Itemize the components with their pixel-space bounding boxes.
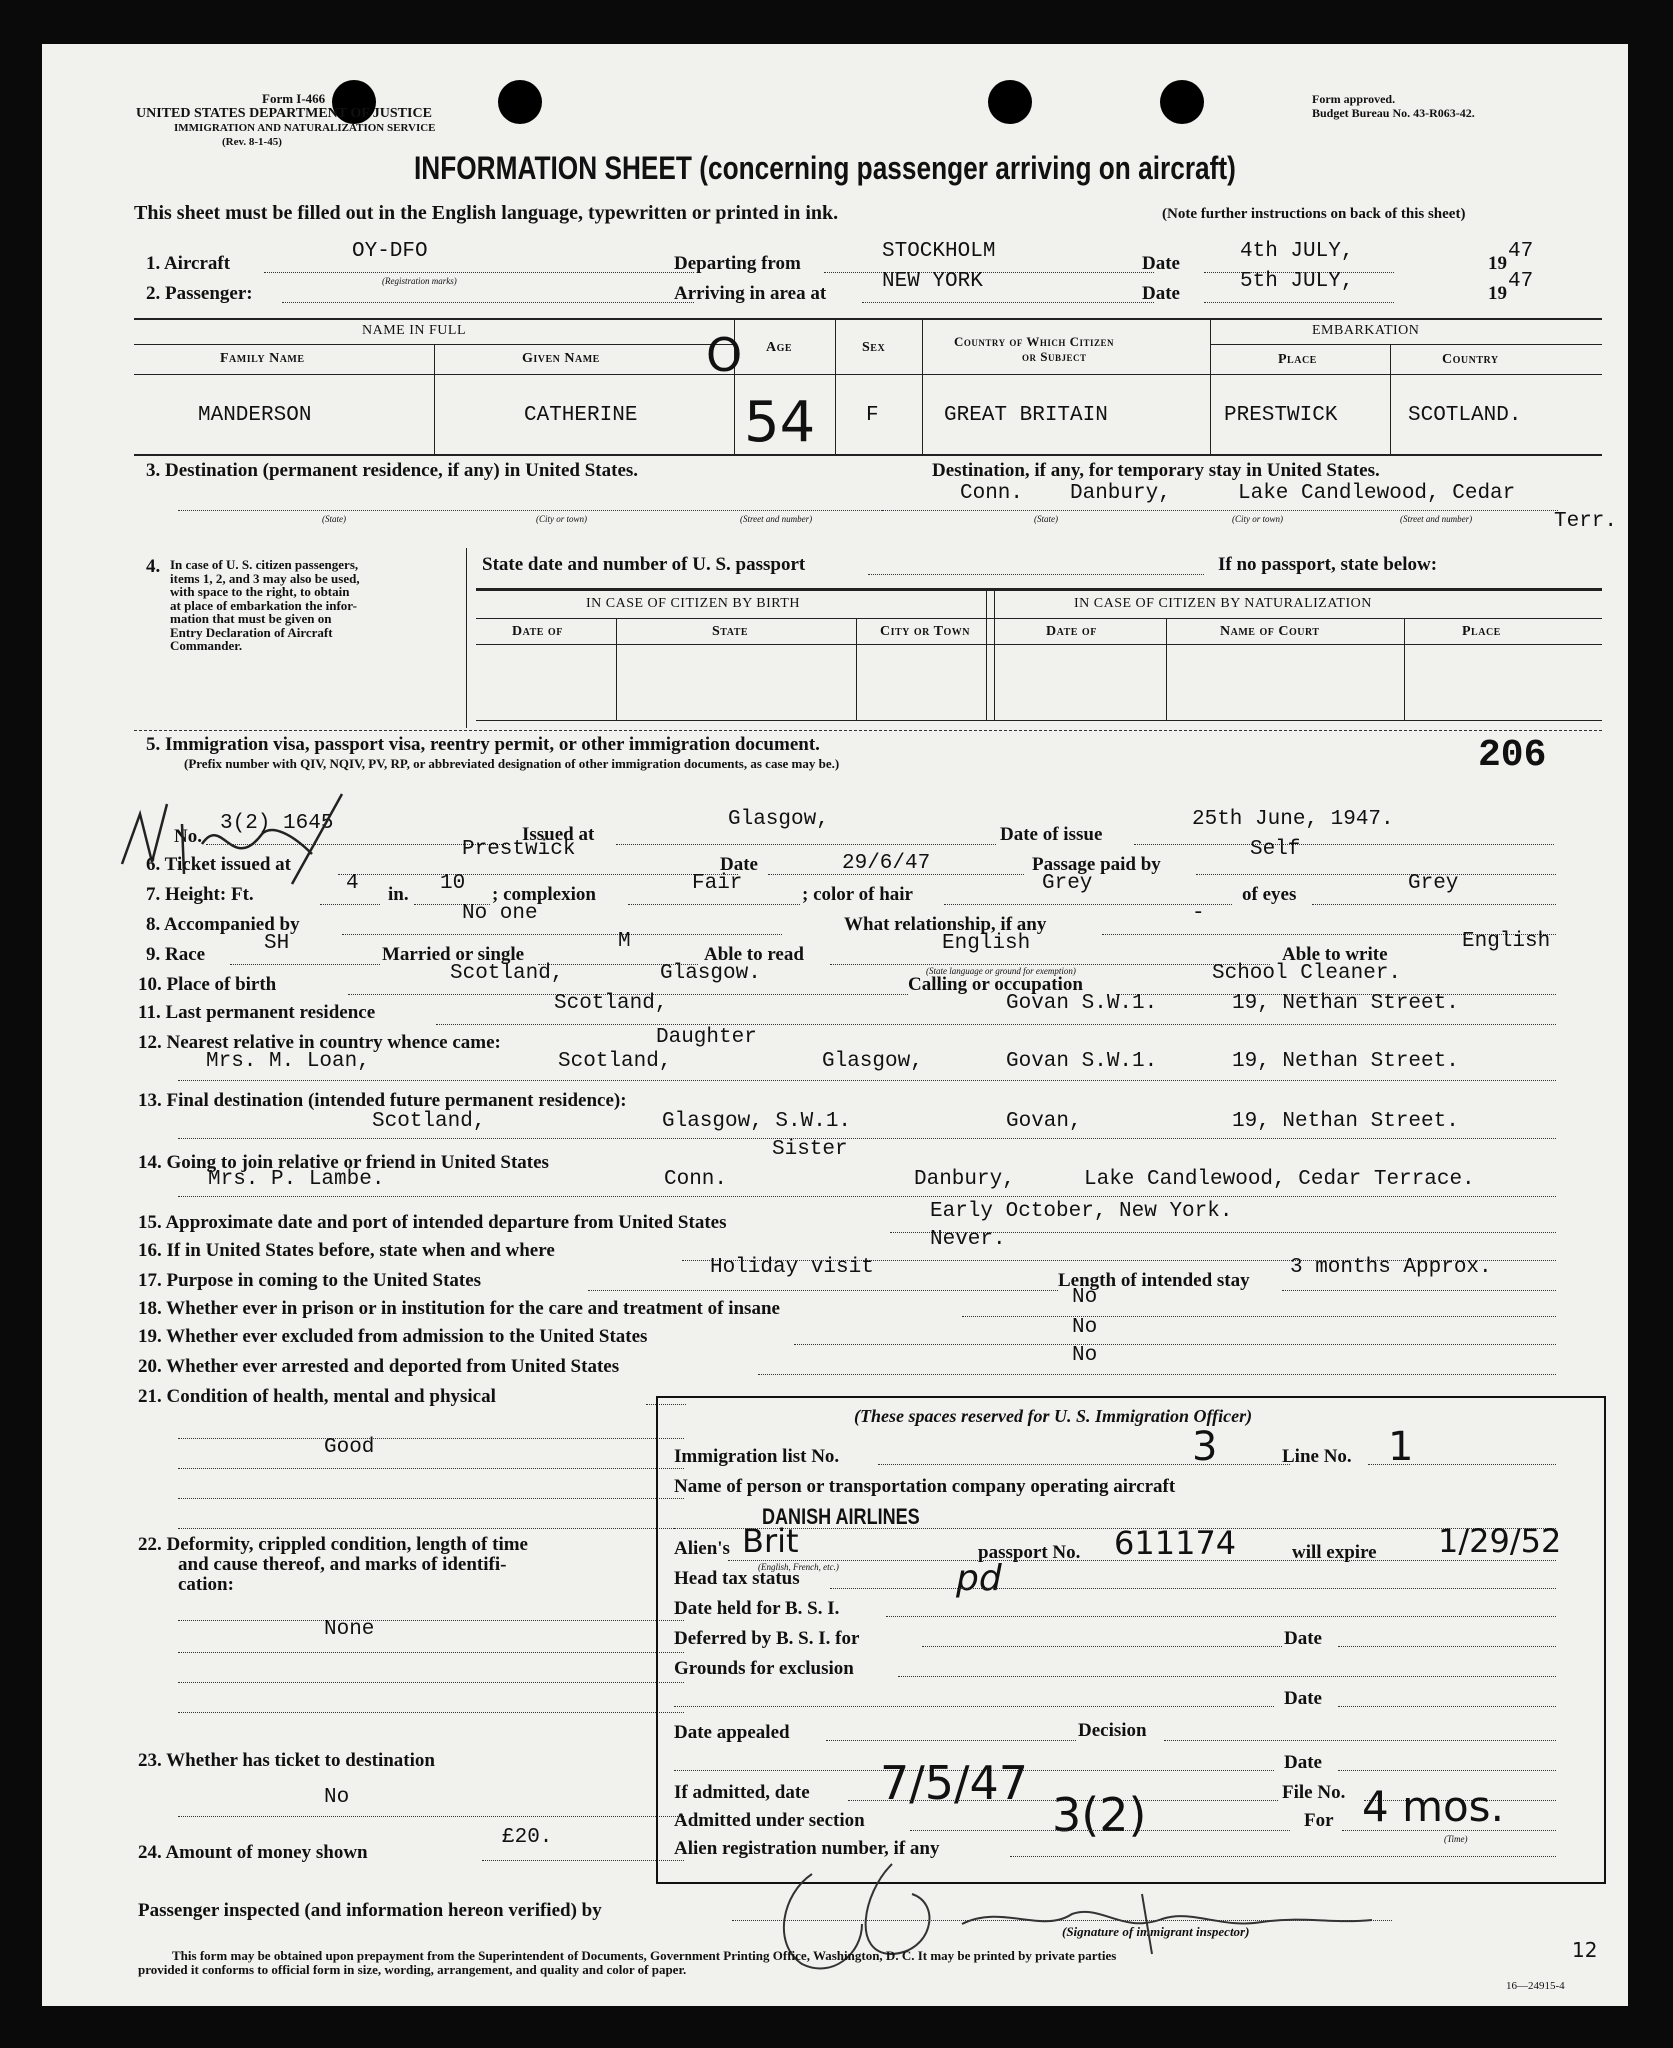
line-no-value: 1 (1388, 1424, 1414, 1470)
accompanied-by-value: No one (462, 902, 538, 925)
nearest-relative-district: Govan S.W.1. (1006, 1050, 1158, 1073)
will-expire-label: will expire (1292, 1542, 1377, 1563)
immigration-list-label: Immigration list No. (674, 1446, 840, 1467)
stamp-number: 206 (1478, 734, 1547, 777)
final-destination-street: 19, Nethan Street. (1232, 1110, 1459, 1133)
language-caption: (State language or ground for exemption) (926, 966, 1076, 976)
previous-visit-label: 16. If in United States before, state when and where (138, 1240, 555, 1261)
join-relative-street: Lake Candlewood, Cedar Terrace. (1084, 1168, 1475, 1191)
form-code: 16—24915-4 (1506, 1980, 1565, 1992)
operator-value: DANISH AIRLINES (762, 1504, 920, 1529)
citizen-by-birth-header: IN CASE OF CITIZEN BY BIRTH (586, 596, 800, 611)
instructions-right: (Note further instructions on back of this sheet) (1162, 206, 1466, 222)
issued-at-label: Issued at (522, 824, 595, 845)
race-label: 9. Race (146, 944, 206, 965)
prison-label: 18. Whether ever in prison or in institution for the care and treatment of insane (138, 1298, 780, 1319)
name-in-full-header: NAME IN FULL (362, 323, 466, 338)
column-state: State (712, 624, 749, 639)
us-citizen-note-line: at place of embarkation the infor- (170, 597, 357, 613)
length-of-stay-label: Length of intended stay (1058, 1270, 1250, 1291)
family-name-header: Family Name (220, 351, 305, 366)
embarkation-country-value: SCOTLAND. (1408, 404, 1522, 427)
complexion-label: ; complexion (492, 884, 596, 905)
street-caption: (Street and number) (740, 514, 813, 524)
given-name-value: CATHERINE (524, 404, 638, 427)
alien-registration-label: Alien registration number, if any (674, 1838, 940, 1859)
nearest-relative-city: Glasgow, (822, 1050, 923, 1073)
departing-from-label: Departing from (674, 253, 801, 274)
embarkation-header: EMBARKATION (1312, 323, 1420, 338)
nationality-caption: (English, French, etc.) (758, 1562, 839, 1572)
admitted-date-label: If admitted, date (674, 1782, 810, 1803)
doc-no-value: 3(2) 1645 (220, 812, 334, 835)
last-residence-street: 19, Nethan Street. (1232, 992, 1459, 1015)
ticket-destination-label: 23. Whether has ticket to destination (138, 1750, 435, 1771)
birth-country-value: Scotland, (450, 962, 564, 985)
street-caption: (Street and number) (1400, 514, 1473, 524)
sex-value: F (866, 404, 879, 427)
temporary-destination-label: Destination, if any, for temporary stay in United States. (932, 460, 1380, 481)
place-header: Place (1278, 352, 1317, 367)
us-citizen-note-line: Entry Declaration of Aircraft (170, 624, 333, 640)
temp-street-continued: Terr. (1554, 510, 1618, 533)
column-city-or-town: City or Town (880, 624, 970, 639)
arriving-label: Arriving in area at (674, 283, 827, 304)
head-tax-label: Head tax status (674, 1568, 800, 1589)
arrival-date-value: 5th JULY, (1240, 270, 1354, 293)
eye-color-label: of eyes (1242, 884, 1297, 905)
deformity-label: 22. Deformity, crippled condition, length of time (138, 1534, 528, 1555)
information-sheet-document (42, 44, 1628, 2006)
able-to-write-label: Able to write (1282, 944, 1388, 965)
last-residence-label: 11. Last permanent residence (138, 1002, 376, 1023)
exclusion-date-label: Date (1284, 1688, 1322, 1709)
issued-at-value: Glasgow, (728, 808, 829, 831)
punch-hole (498, 80, 542, 124)
city-caption: (City or town) (536, 514, 587, 524)
join-relative-relationship: Sister (772, 1138, 848, 1161)
head-tax-value: pd (956, 1558, 1002, 1599)
height-inches-label: in. (388, 884, 409, 905)
punch-hole (1160, 80, 1204, 124)
us-citizen-note-line: In case of U. S. citizen passengers, (170, 557, 359, 572)
immigration-document-label: 5. Immigration visa, passport visa, reentry permit, or other immigration document. (146, 734, 820, 755)
instructions-left: This sheet must be filled out in the English language, typewritten or printed in ink. (134, 202, 839, 224)
hair-color-label: ; color of hair (802, 884, 913, 905)
birth-city-value: Glasgow. (660, 962, 761, 985)
decision-label: Decision (1078, 1720, 1147, 1741)
last-residence-country: Scotland, (554, 992, 668, 1015)
ticket-destination-value: No (324, 1786, 350, 1809)
year-prefix: 19 (1488, 253, 1507, 274)
immigration-document-caption: (Prefix number with QIV, NQIV, PV, RP, or abbreviated designation of other immigration documents, as case may be.) (184, 756, 840, 771)
passport-no-label: passport No. (978, 1542, 1081, 1563)
department-name: UNITED STATES DEPARTMENT OF JUSTICE (136, 106, 432, 121)
deported-label: 20. Whether ever arrested and deported from United States (138, 1356, 620, 1377)
ticket-issued-label: 6. Ticket issued at (146, 854, 291, 875)
final-destination-country: Scotland, (372, 1110, 486, 1133)
us-citizen-note-line: items 1, 2, and 3 may also be used, (170, 570, 360, 586)
arrival-year: 47 (1508, 270, 1534, 293)
temp-state-value: Conn. (960, 482, 1024, 505)
previous-visit-value: Never. (930, 1228, 1006, 1251)
page-title: INFORMATION SHEET (concerning passenger arriving on aircraft) (414, 150, 1236, 186)
family-name-value: MANDERSON (198, 404, 312, 427)
line-no-label: Line No. (1282, 1446, 1352, 1467)
eye-color-value: Grey (1408, 872, 1459, 895)
footer-note-line2: provided it conforms to official form in size, wording, arrangement, and quality and color of paper. (138, 1962, 687, 1977)
us-citizen-note-line: mation that must be given on (170, 611, 332, 626)
signature-caption: (Signature of immigrant inspector) (1062, 1924, 1250, 1939)
citizenship-value: GREAT BRITAIN (944, 404, 1108, 427)
state-caption: (State) (322, 514, 346, 524)
admitted-section-label: Admitted under section (674, 1810, 865, 1831)
form-number: Form I-466 (262, 91, 326, 106)
country-header-line2: or Subject (1022, 349, 1087, 364)
date-held-label: Date held for B. S. I. (674, 1598, 840, 1619)
grounds-exclusion-label: Grounds for exclusion (674, 1658, 854, 1679)
health-value: Good (324, 1436, 375, 1459)
money-shown-value: £20. (502, 1826, 553, 1849)
item-4-number: 4. (146, 556, 161, 577)
alien-nationality-label: Alien's (674, 1538, 730, 1559)
marital-status-value: M (618, 930, 631, 953)
us-citizen-note (170, 558, 500, 653)
embarkation-place-value: PRESTWICK (1224, 404, 1338, 427)
departure-plan-label: 15. Approximate date and port of intended departure from United States (138, 1212, 727, 1233)
temp-street-value: Lake Candlewood, Cedar (1238, 482, 1516, 505)
admitted-section-value: 3(2) (1052, 1788, 1147, 1842)
race-value: SH (264, 932, 290, 955)
occupation-label: Calling or occupation (908, 974, 1083, 995)
passage-paid-label: Passage paid by (1032, 854, 1161, 875)
given-name-header: Given Name (522, 351, 600, 366)
departing-from-value: STOCKHOLM (882, 240, 996, 263)
year-prefix: 19 (1488, 283, 1507, 304)
immigration-list-value: 3 (1192, 1424, 1218, 1470)
relationship-value: - (1192, 902, 1205, 925)
permanent-destination-label: 3. Destination (permanent residence, if any) in United States. (146, 460, 639, 481)
date-of-issue-label: Date of issue (1000, 824, 1103, 845)
length-of-stay-value: 3 months Approx. (1290, 1256, 1492, 1279)
doc-no-label: No. (174, 826, 202, 847)
marital-status-label: Married or single (382, 944, 525, 965)
page-mark: 12 (1572, 1938, 1598, 1962)
admitted-date-value: 7/5/47 (880, 1756, 1029, 1810)
able-to-read-label: Able to read (704, 944, 804, 965)
us-passport-label: State date and number of U. S. passport (482, 554, 806, 575)
join-relative-city: Danbury, (914, 1168, 1015, 1191)
money-shown-label: 24. Amount of money shown (138, 1842, 368, 1863)
footer-note-line1: This form may be obtained upon prepayment from the Superintendent of Documents, Government Printing Office, Washington, D. C. It may be printed by private parties (172, 1948, 1117, 1963)
join-relative-name: Mrs. P. Lambe. (208, 1168, 385, 1191)
time-caption: (Time) (1444, 1834, 1468, 1844)
arriving-value: NEW YORK (882, 270, 983, 293)
punch-hole (988, 80, 1032, 124)
for-label: For (1304, 1810, 1334, 1831)
accompanied-by-label: 8. Accompanied by (146, 914, 300, 935)
health-label: 21. Condition of health, mental and physical (138, 1386, 496, 1407)
sex-header: Sex (862, 340, 886, 355)
decision-date-label: Date (1284, 1752, 1322, 1773)
prison-value: No (1072, 1286, 1098, 1309)
purpose-value: Holiday visit (710, 1256, 874, 1279)
nearest-relative-country: Scotland, (558, 1050, 672, 1073)
deferred-label: Deferred by B. S. I. for (674, 1628, 860, 1649)
ticket-date-label: Date (720, 854, 758, 875)
deferred-date-label: Date (1284, 1628, 1322, 1649)
no-passport-label: If no passport, state below: (1218, 554, 1438, 575)
officer-box-heading: (These spaces reserved for U. S. Immigration Officer) (854, 1406, 1253, 1426)
departure-date-label: Date (1142, 253, 1180, 274)
height-feet-label: 7. Height: Ft. (146, 884, 254, 905)
last-residence-district: Govan S.W.1. (1006, 992, 1158, 1015)
alien-nationality-value: Brit (742, 1522, 799, 1560)
file-no-label: File No. (1282, 1782, 1346, 1803)
age-header: Age (766, 340, 793, 355)
city-caption: (City or town) (1232, 514, 1283, 524)
join-relative-state: Conn. (664, 1168, 728, 1191)
excluded-label: 19. Whether ever excluded from admission to the United States (138, 1326, 648, 1347)
nearest-relative-street: 19, Nethan Street. (1232, 1050, 1459, 1073)
column-date-of: Date of (1046, 624, 1097, 639)
aircraft-registration: OY-DFO (352, 240, 428, 263)
nearest-relative-name: Mrs. M. Loan, (206, 1050, 370, 1073)
service-name: IMMIGRATION AND NATURALIZATION SERVICE (174, 122, 436, 134)
column-date-of: Date of (512, 624, 563, 639)
join-relative-label: 14. Going to join relative or friend in United States (138, 1152, 549, 1173)
excluded-value: No (1072, 1316, 1098, 1339)
place-of-birth-label: 10. Place of birth (138, 974, 277, 995)
ticket-date-value: 29/6/47 (842, 852, 931, 875)
passport-no-value: 611174 (1114, 1524, 1237, 1562)
purpose-label: 17. Purpose in coming to the United States (138, 1270, 482, 1291)
us-citizen-note-line: with space to the right, to obtain (170, 584, 350, 599)
handwritten-mark: O (706, 328, 743, 382)
column-place: Place (1462, 624, 1501, 639)
for-value: 4 mos. (1362, 1782, 1504, 1831)
passenger-label: 2. Passenger: (146, 283, 253, 304)
country-header-line1: Country of Which Citizen (954, 334, 1114, 349)
will-expire-value: 1/29/52 (1438, 1522, 1562, 1560)
column-name-of-court: Name of Court (1220, 624, 1320, 639)
able-to-write-value: English (1462, 930, 1551, 953)
ticket-issued-value: Prestwick (462, 838, 576, 861)
budget-bureau-number: Budget Bureau No. 43-R063-42. (1312, 106, 1475, 120)
date-of-issue-value: 25th June, 1947. (1192, 808, 1394, 831)
relationship-label: What relationship, if any (844, 914, 1047, 935)
final-destination-label: 13. Final destination (intended future permanent residence): (138, 1090, 627, 1111)
nearest-relative-label: 12. Nearest relative in country whence came: (138, 1032, 501, 1053)
operator-label: Name of person or transportation company operating aircraft (674, 1476, 1176, 1497)
arrival-date-label: Date (1142, 283, 1180, 304)
country-header: Country (1442, 352, 1499, 367)
departure-plan-value: Early October, New York. (930, 1200, 1233, 1223)
hair-color-value: Grey (1042, 872, 1093, 895)
inspected-by-label: Passenger inspected (and information hereon verified) by (138, 1900, 602, 1921)
deformity-label-line2: and cause thereof, and marks of identifi- (178, 1554, 507, 1575)
occupation-value: School Cleaner. (1212, 962, 1402, 985)
state-caption: (State) (1034, 514, 1058, 524)
citizen-by-naturalization-header: IN CASE OF CITIZEN BY NATURALIZATION (1074, 596, 1372, 611)
height-inches-value: 10 (440, 872, 466, 895)
age-value: 54 (744, 390, 816, 455)
date-appealed-label: Date appealed (674, 1722, 790, 1743)
final-destination-district: Govan, (1006, 1110, 1082, 1133)
form-approved: Form approved. (1312, 92, 1396, 106)
able-to-read-value: English (942, 932, 1031, 955)
departure-year: 47 (1508, 240, 1534, 263)
us-citizen-note-line: Commander. (170, 638, 243, 653)
temp-city-value: Danbury, (1070, 482, 1171, 505)
final-destination-city: Glasgow, S.W.1. (662, 1110, 852, 1133)
aircraft-label: 1. Aircraft (146, 253, 231, 274)
revision-date: (Rev. 8-1-45) (222, 136, 282, 148)
nearest-relative-relationship: Daughter (656, 1026, 757, 1049)
registration-marks-caption: (Registration marks) (382, 276, 457, 286)
deported-value: No (1072, 1344, 1098, 1367)
deformity-value: None (324, 1618, 375, 1641)
height-feet-value: 4 (346, 872, 359, 895)
passage-paid-value: Self (1250, 838, 1301, 861)
departure-date-value: 4th JULY, (1240, 240, 1354, 263)
deformity-label-line3: cation: (178, 1574, 234, 1595)
complexion-value: Fair (692, 872, 743, 895)
